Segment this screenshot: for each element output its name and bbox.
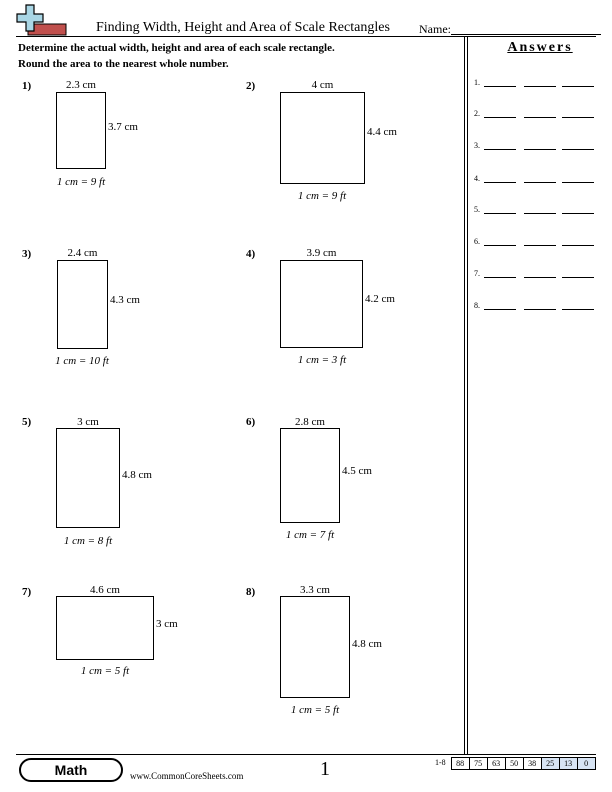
answers-title: Answers — [507, 40, 573, 55]
footer-divider — [16, 754, 596, 755]
scale-label: 1 cm = 7 ft — [285, 529, 335, 541]
answer-number: 4. — [474, 174, 480, 183]
score-cell: 75 — [469, 757, 488, 770]
scale-label: 1 cm = 9 ft — [56, 176, 106, 188]
height-label: 4.2 cm — [365, 293, 395, 305]
score-cell: 50 — [505, 757, 524, 770]
answer-blank[interactable] — [524, 309, 556, 310]
scale-rectangle — [56, 92, 106, 169]
height-label: 4.5 cm — [342, 465, 372, 477]
answer-blank[interactable] — [524, 117, 556, 118]
logo — [16, 4, 70, 38]
name-label: Name: — [419, 22, 451, 36]
answer-number: 5. — [474, 205, 480, 214]
scale-label: 1 cm = 3 ft — [297, 354, 347, 366]
answer-blank[interactable] — [484, 213, 516, 214]
scale-label: 1 cm = 9 ft — [297, 190, 347, 202]
width-label: 4 cm — [311, 79, 334, 91]
scale-label: 1 cm = 5 ft — [290, 704, 340, 716]
page-title: Finding Width, Height and Area of Scale Rectangles — [96, 20, 390, 35]
answer-number: 1. — [474, 78, 480, 87]
height-label: 4.4 cm — [367, 126, 397, 138]
scale-rectangle — [280, 596, 350, 698]
answer-row — [474, 143, 604, 153]
score-cell: 0 — [577, 757, 596, 770]
score-cell: 38 — [523, 757, 542, 770]
answer-number: 3. — [474, 141, 480, 150]
answer-row — [474, 207, 604, 217]
column-divider — [464, 36, 465, 754]
plus-cross-icon — [16, 4, 70, 38]
width-label: 2.4 cm — [67, 247, 98, 259]
name-line[interactable] — [451, 34, 601, 35]
score-range-label: 1-8 — [435, 758, 446, 767]
answer-number: 7. — [474, 269, 480, 278]
score-cell: 25 — [541, 757, 560, 770]
height-label: 4.8 cm — [122, 469, 152, 481]
width-label: 3.9 cm — [306, 247, 337, 259]
scale-rectangle — [280, 260, 363, 348]
scale-rectangle — [57, 260, 108, 349]
question-number: 7) — [22, 586, 32, 598]
question-number: 3) — [22, 248, 32, 260]
header-divider — [16, 36, 596, 37]
answer-blank[interactable] — [562, 117, 594, 118]
score-cell: 63 — [487, 757, 506, 770]
answer-blank[interactable] — [524, 213, 556, 214]
answer-blank[interactable] — [484, 86, 516, 87]
instruction-line: Determine the actual width, height and area of each scale rectangle. — [18, 42, 335, 54]
answer-blank[interactable] — [484, 182, 516, 183]
height-label: 3.7 cm — [108, 121, 138, 133]
answer-blank[interactable] — [562, 245, 594, 246]
answer-blank[interactable] — [484, 245, 516, 246]
width-label: 2.8 cm — [295, 416, 325, 428]
scale-rectangle — [56, 428, 120, 528]
score-cell: 88 — [451, 757, 470, 770]
answer-number: 6. — [474, 237, 480, 246]
answer-row — [474, 271, 604, 281]
score-cell: 13 — [559, 757, 578, 770]
answer-blank[interactable] — [484, 117, 516, 118]
answer-row — [474, 239, 604, 249]
answer-number: 8. — [474, 301, 480, 310]
width-label: 3 cm — [77, 416, 99, 428]
answer-row — [474, 303, 604, 313]
answer-number: 2. — [474, 109, 480, 118]
question-number: 5) — [22, 416, 32, 428]
answer-blank[interactable] — [484, 309, 516, 310]
height-label: 4.3 cm — [110, 294, 140, 306]
question-number: 2) — [246, 80, 256, 92]
scale-label: 1 cm = 5 ft — [80, 665, 130, 677]
scale-rectangle — [280, 92, 365, 184]
instruction-line: Round the area to the nearest whole number. — [18, 58, 229, 70]
column-divider-inner — [467, 36, 468, 754]
question-number: 1) — [22, 80, 32, 92]
page-number: 1 — [320, 758, 330, 780]
width-label: 4.6 cm — [90, 584, 120, 596]
question-number: 8) — [246, 586, 256, 598]
question-number: 6) — [246, 416, 256, 428]
answer-blank[interactable] — [562, 309, 594, 310]
answer-blank[interactable] — [562, 213, 594, 214]
answer-blank[interactable] — [524, 182, 556, 183]
site-url[interactable]: www.CommonCoreSheets.com — [130, 771, 244, 781]
answer-blank[interactable] — [524, 277, 556, 278]
height-label: 3 cm — [156, 618, 178, 630]
scale-label: 1 cm = 8 ft — [63, 535, 113, 547]
answer-blank[interactable] — [524, 86, 556, 87]
answer-blank[interactable] — [484, 149, 516, 150]
scale-label: 1 cm = 10 ft — [55, 355, 109, 367]
answer-blank[interactable] — [562, 277, 594, 278]
answer-blank[interactable] — [562, 182, 594, 183]
question-number: 4) — [246, 248, 256, 260]
answer-blank[interactable] — [562, 149, 594, 150]
answer-blank[interactable] — [562, 86, 594, 87]
width-label: 3.3 cm — [300, 584, 330, 596]
answer-blank[interactable] — [484, 277, 516, 278]
answer-row — [474, 80, 604, 90]
score-table — [432, 757, 596, 770]
subject-badge: Math — [19, 758, 123, 782]
answer-blank[interactable] — [524, 245, 556, 246]
height-label: 4.8 cm — [352, 638, 382, 650]
instructions — [18, 40, 458, 72]
answer-blank[interactable] — [524, 149, 556, 150]
answer-row — [474, 176, 604, 186]
scale-rectangle — [56, 596, 154, 660]
answer-row — [474, 111, 604, 121]
scale-rectangle — [280, 428, 340, 523]
width-label: 2.3 cm — [66, 79, 96, 91]
